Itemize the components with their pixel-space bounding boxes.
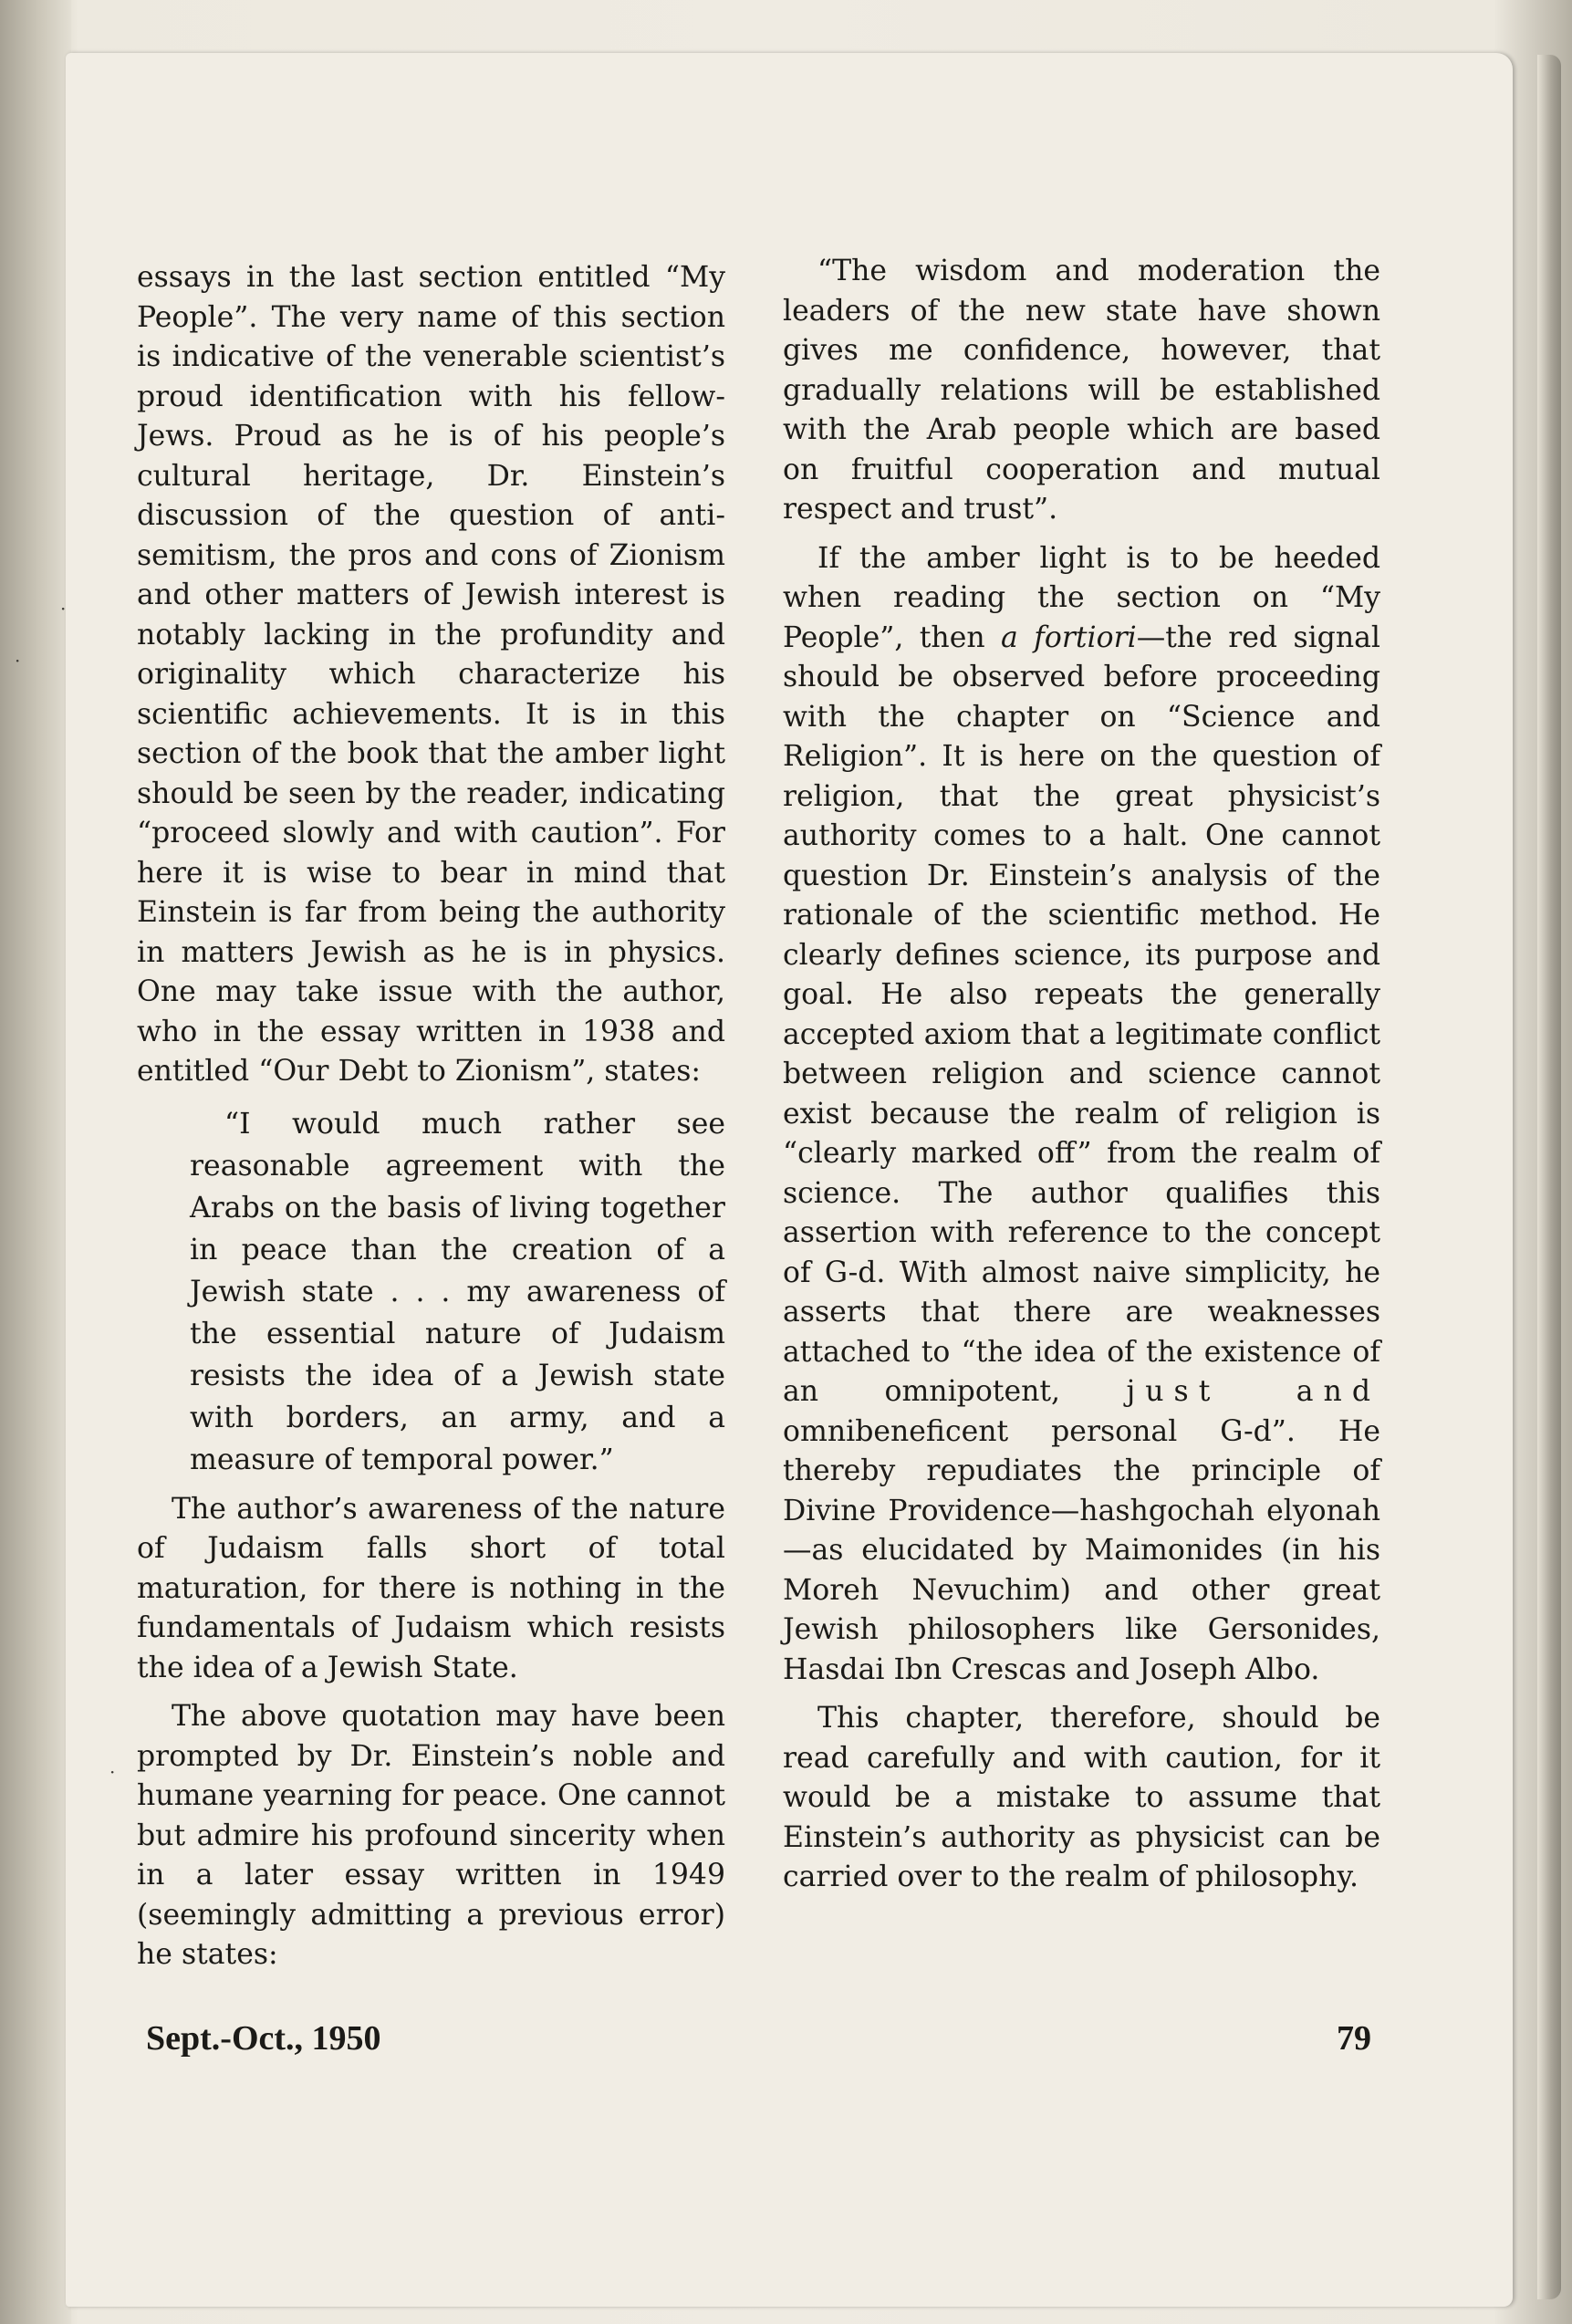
right-quote-paragraph: “The wisdom and moderation the leaders of the new state have shown gives me confidence, however, that gradually relations will be established with the Arab people which are based on fruitful cooperation and mutual respect and trust”. <box>783 255 1380 526</box>
italic-phrase: a fortiori <box>1001 620 1137 654</box>
left-paragraph-1: essays in the last section entitled “My People”. The very name of this section is indicative of the venerable scientist’s proud identification with his fellow-Jews. Proud as he is of his people’s cultural heritage, Dr. Einstein’s discussion of the question of anti-semitism, the pros and cons of Zionism and other matters of Jewish interest is notably lacking in the profundity and originality which characterize his scientific achievements. It is in this section of the book that the amber light should be seen by the reader, indicating “proceed slowly and with caution”. For here it is wise to bear in mind that Einstein is far from being the authority in matters Jewish as he is in physics. One may take issue with the author, who in the essay written in 1938 and entitled “Our Debt to Zionism”, states: <box>137 261 725 1088</box>
margin-mark: · <box>60 598 67 620</box>
right-paragraph-3: This chapter, therefore, should be read carefully and with caution, for it would be a mistake to assume that Einstein’s authority as physicist can be carried over to the realm of philosophy. <box>783 1702 1380 1893</box>
footer-date: Sept.-Oct., 1950 <box>146 2019 381 2058</box>
right-column <box>783 252 1380 1898</box>
left-paragraph-2: The author’s awareness of the nature of Judaism falls short of total maturation, for there is nothing in the fundamentals of Judaism which resists the idea of a Jewish State. <box>137 1492 725 1684</box>
margin-mark: · <box>109 1761 116 1783</box>
page-number: 79 <box>1337 2019 1371 2058</box>
margin-mark: · <box>15 650 21 672</box>
block-quote: “I would much rather see reasonable agreement with the Arabs on the basis of living together in peace than the creation of a Jewish state . . . my awareness of the essential nature of Judaism resists the idea of a Jewish state with borders, an army, and a measure of temporal power.” <box>190 1107 725 1476</box>
page-edge <box>1537 55 1561 2299</box>
text-run: omnibeneficent personal G-d”. He thereby repudiates the principle of Divine Providence—hashgochah elyonah—as elucidated by Maimonides (in his Moreh Nevuchim) and other great Jewish philosophers like Gersonides, Hasdai Ibn Crescas and Joseph Albo. <box>783 1414 1380 1686</box>
left-paragraph-3: The above quotation may have been prompted by Dr. Einstein’s noble and humane yearning for peace. One cannot but admire his profound sincerity when in a later essay written in 1949 (seemingly admitting a previous error) he states: <box>137 1700 725 1971</box>
spaced-phrase: just and <box>1126 1375 1380 1408</box>
text-run: If the amber light is to be heeded when reading the section on “My People”, then <box>783 541 1380 654</box>
right-paragraph-2 <box>783 539 1380 1691</box>
left-column <box>137 258 725 1975</box>
book-gutter <box>0 0 71 2324</box>
text-run: —the red signal should be observed before proceeding with the chapter on “Science and Religion”. It is here on the question of religion, that the great physicist’s authority comes to a halt. One cannot question Dr. Einstein’s analysis of the rationale of the scientific method. He clearly defines science, its purpose and goal. He also repeats the generally accepted axiom that a legitimate conflict between religion and science cannot exist because the realm of religion is “clearly marked off” from the realm of science. The author qualifies this assertion with reference to the concept of G-d. With almost naive simplicity, he asserts that there are weaknesses attached to “the idea of the existence of an omnipotent, <box>783 620 1380 1408</box>
